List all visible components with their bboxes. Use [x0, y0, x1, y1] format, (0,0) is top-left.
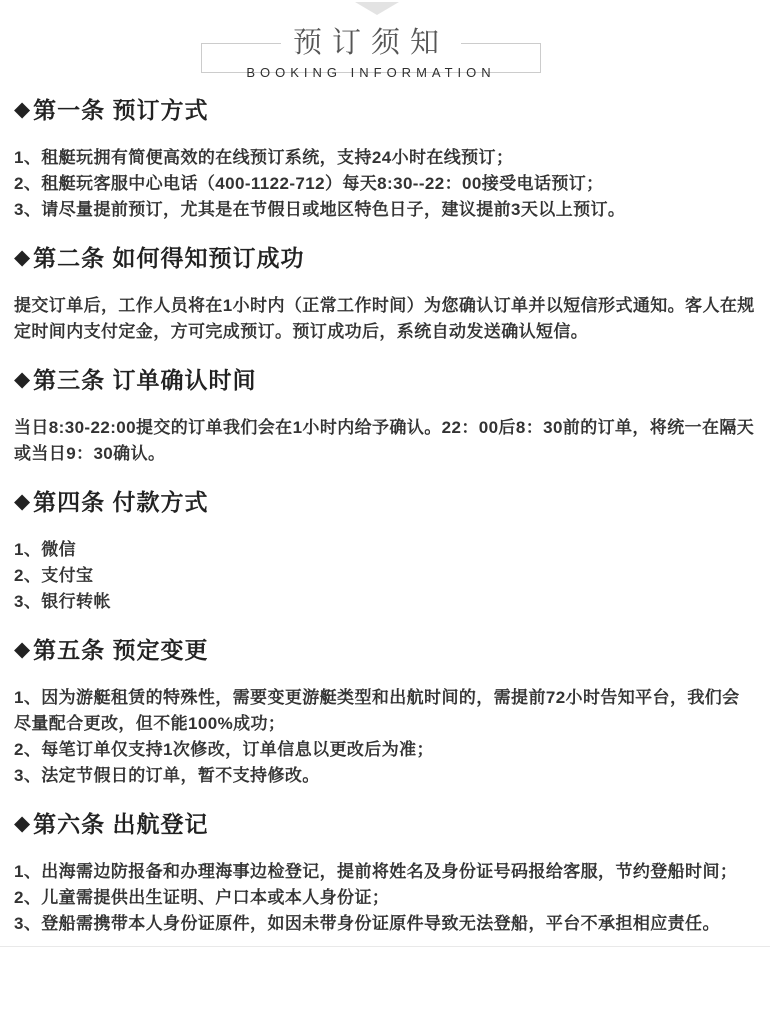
rule-section — [14, 811, 756, 937]
section-body — [14, 145, 756, 223]
section-line: 提交订单后，工作人员将在1小时内（正常工作时间）为您确认订单并以短信形式通知。客人在规定时间内支付定金，方可完成预订。预订成功后，系统自动发送确认短信。 — [14, 296, 755, 341]
section-line: 1、微信 — [14, 540, 77, 559]
section-line: 3、请尽量提前预订，尤其是在节假日或地区特色日子，建议提前3天以上预订。 — [14, 200, 626, 219]
section-line: 1、因为游艇租赁的特殊性，需要变更游艇类型和出航时间的，需提前72小时告知平台，我们会尽量配合更改，但不能100%成功； — [14, 688, 740, 733]
diamond-icon: ◆ — [14, 490, 32, 513]
rule-section — [14, 367, 756, 467]
rule-section — [14, 245, 756, 345]
diamond-icon: ◆ — [14, 368, 32, 391]
page-subtitle: BOOKING INFORMATION — [246, 65, 496, 80]
section-line: 1、租艇玩拥有简便高效的在线预订系统，支持24小时在线预订； — [14, 148, 514, 167]
bottom-divider — [0, 946, 770, 947]
section-line: 当日8:30-22:00提交的订单我们会在1小时内给予确认。22：00后8：30前的订单，将统一在隔天或当日9：30确认。 — [14, 418, 755, 463]
section-line: 2、每笔订单仅支持1次修改，订单信息以更改后为准； — [14, 740, 434, 759]
diamond-icon: ◆ — [14, 98, 32, 121]
section-heading-text: 第一条 预订方式 — [33, 97, 209, 123]
section-line: 3、登船需携带本人身份证原件，如因未带身份证原件导致无法登船，平台不承担相应责任。 — [14, 914, 720, 933]
section-body — [14, 685, 756, 789]
section-heading — [14, 97, 756, 123]
section-line: 3、银行转帐 — [14, 592, 111, 611]
title-frame — [201, 27, 541, 80]
sections-container — [0, 97, 770, 937]
page-title: 预订须知 — [281, 29, 461, 58]
section-heading — [14, 367, 756, 393]
section-heading-text: 第四条 付款方式 — [33, 489, 209, 515]
section-heading-text: 第五条 预定变更 — [33, 637, 209, 663]
diamond-icon: ◆ — [14, 812, 32, 835]
section-line: 2、租艇玩客服中心电话（400-1122-712）每天8:30--22：00接受电话预订； — [14, 174, 604, 193]
section-body — [14, 537, 756, 615]
section-body — [14, 859, 756, 937]
rule-section — [14, 637, 756, 789]
section-heading — [14, 637, 756, 663]
section-heading-text: 第二条 如何得知预订成功 — [33, 245, 305, 271]
rule-section — [14, 97, 756, 223]
section-heading — [14, 811, 756, 837]
section-line: 2、支付宝 — [14, 566, 94, 585]
rule-section — [14, 489, 756, 615]
section-line: 2、儿童需提供出生证明、户口本或本人身份证； — [14, 888, 390, 907]
chevron-down-icon — [355, 2, 399, 15]
section-heading — [14, 245, 756, 271]
section-line: 3、法定节假日的订单，暂不支持修改。 — [14, 766, 320, 785]
section-heading-text: 第三条 订单确认时间 — [33, 367, 257, 393]
section-line: 1、出海需边防报备和办理海事边检登记，提前将姓名及身份证号码报给客服，节约登船时间； — [14, 862, 738, 881]
section-body — [14, 293, 756, 345]
section-body — [14, 415, 756, 467]
diamond-icon: ◆ — [14, 638, 32, 661]
diamond-icon: ◆ — [14, 246, 32, 269]
section-heading-text: 第六条 出航登记 — [33, 811, 209, 837]
page-header — [0, 27, 770, 80]
section-heading — [14, 489, 756, 515]
